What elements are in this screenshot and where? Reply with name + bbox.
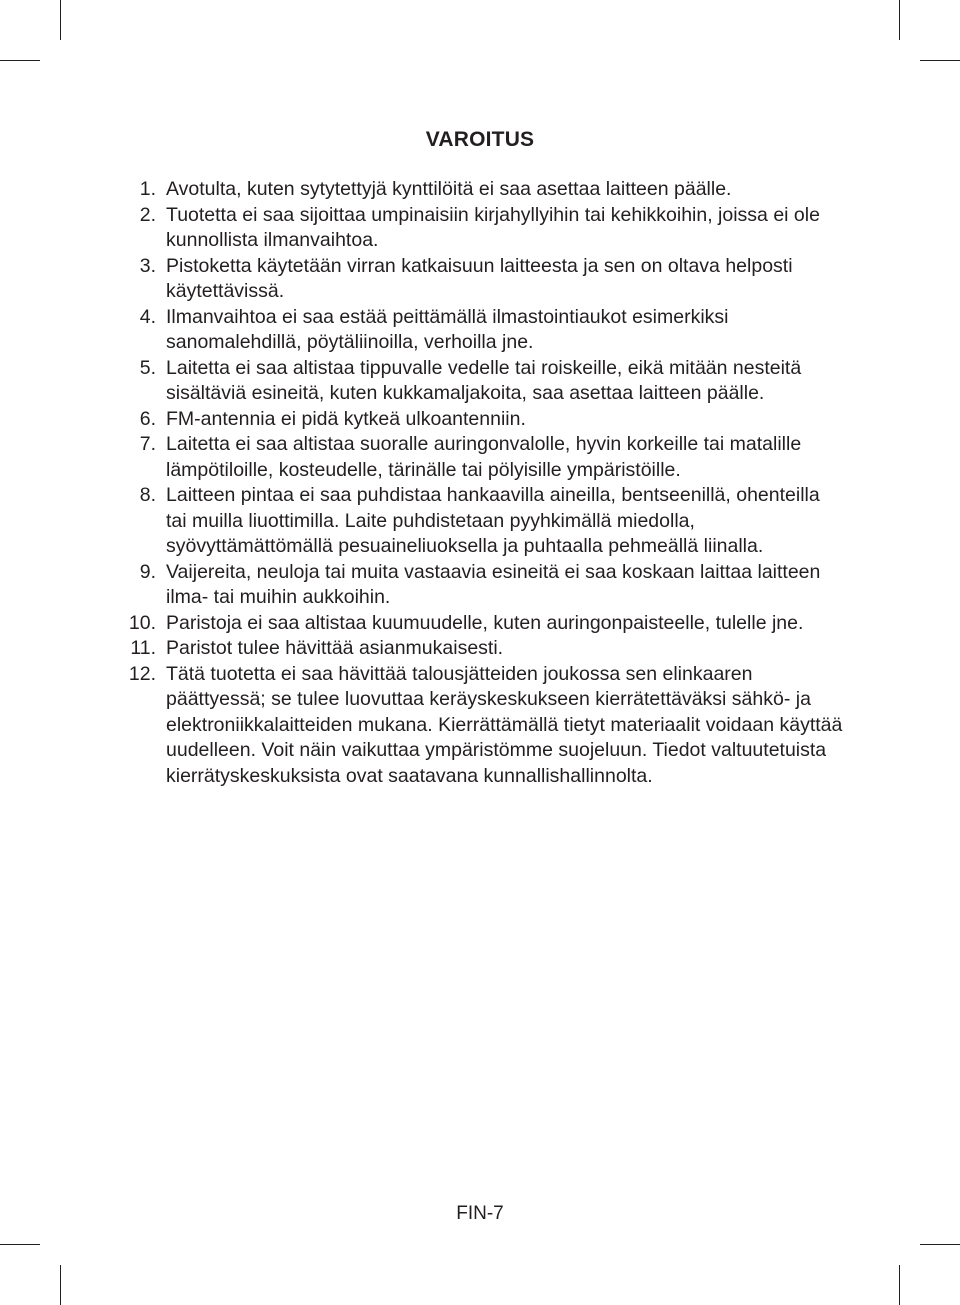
list-item [120, 177, 845, 203]
item-text: Laitetta ei saa altistaa suoralle auringonvalolle, hyvin korkeille tai matalille lämpötiloille, kosteudelle, tärinälle tai pölyisille ympäristöille. [166, 433, 802, 481]
item-text: Paristot tulee hävittää asianmukaisesti. [166, 637, 504, 659]
item-number: 6. [139, 407, 156, 430]
list-item [120, 560, 845, 611]
list-item [120, 611, 845, 637]
item-text: FM-antennia ei pidä kytkeä ulkoantenniin. [166, 407, 526, 430]
item-number: 11. [130, 637, 156, 659]
list-item [120, 432, 845, 483]
item-text: Pistoketta käytetään virran katkaisuun laitteesta ja sen on oltava helposti käytettävissä. [166, 254, 793, 302]
crop-mark-top-left-horizontal [0, 60, 40, 61]
item-text: Vaijereita, neuloja tai muita vastaavia esineitä ei saa koskaan laittaa laitteen ilma- tai muihin aukkoihin. [166, 560, 821, 608]
crop-mark-bottom-left-horizontal [0, 1244, 40, 1245]
item-number: 10. [128, 611, 156, 634]
list-item [120, 407, 845, 433]
item-text: Laitteen pintaa ei saa puhdistaa hankaavilla aineilla, bentseenillä, ohenteilla tai muilla liuottimilla. Laite puhdistetaan pyyhkimällä miedolla, syövyttämättömällä pesuaineliuoksella ja puhtaalla pehmeällä liinalla. [166, 484, 820, 557]
crop-mark-bottom-right-horizontal [920, 1244, 960, 1245]
item-number: 2. [139, 203, 156, 226]
item-text: Laitetta ei saa altistaa tippuvalle vedelle tai roiskeille, eikä mitään nesteitä sisältäviä esineitä, kuten kukkamaljakoita, saa asettaa laitteen päälle. [166, 356, 802, 404]
crop-mark-bottom-left-vertical [60, 1265, 61, 1305]
list-item [120, 356, 845, 407]
list-item [120, 636, 845, 662]
item-text: Ilmanvaihtoa ei saa estää peittämällä ilmastointiaukot esimerkiksi sanomalehdillä, pöytäliinoilla, verhoilla jne. [166, 305, 729, 353]
item-text: Tuotetta ei saa sijoittaa umpinaisiin kirjahyllyihin tai kehikkoihin, joissa ei ole kunnollista ilmanvaihtoa. [166, 203, 820, 251]
item-text: Avotulta, kuten sytytettyjä kynttilöitä ei saa asettaa laitteen päälle. [166, 178, 732, 200]
item-number: 1. [139, 178, 156, 200]
list-item [120, 662, 845, 790]
item-number: 12. [128, 662, 156, 685]
crop-mark-top-right-vertical [899, 0, 900, 40]
item-number: 8. [139, 484, 156, 506]
crop-mark-top-right-horizontal [920, 60, 960, 61]
item-number: 7. [139, 433, 156, 455]
page-number: FIN-7 [456, 1203, 504, 1224]
crop-mark-top-left-vertical [60, 0, 61, 40]
list-item [120, 254, 845, 305]
item-number: 4. [139, 305, 156, 328]
crop-mark-bottom-right-vertical [899, 1265, 900, 1305]
item-text: Paristoja ei saa altistaa kuumuudelle, kuten auringonpaisteelle, tulelle jne. [166, 611, 804, 634]
list-item [120, 203, 845, 254]
list-item [120, 483, 845, 560]
item-text: Tätä tuotetta ei saa hävittää talousjätteiden joukossa sen elinkaaren päättyessä; se tulee luovuttaa keräyskeskukseen kierrätettäväksi sähkö- ja elektroniikkalaitteiden mukana. Kierrättämällä tietyt materiaalit voidaan käyttää uudelleen. Voit näin vaikuttaa ympäristömme suojeluun. Tiedot valtuutetuista kierrätyskeskuksista ovat saatavana kunnallishallinnolta. [166, 662, 843, 787]
item-number: 5. [139, 356, 156, 379]
list-item [120, 305, 845, 356]
page-title: VAROITUS [425, 128, 535, 151]
item-number: 3. [139, 254, 156, 277]
item-number: 9. [139, 560, 156, 583]
warning-list [120, 177, 845, 789]
